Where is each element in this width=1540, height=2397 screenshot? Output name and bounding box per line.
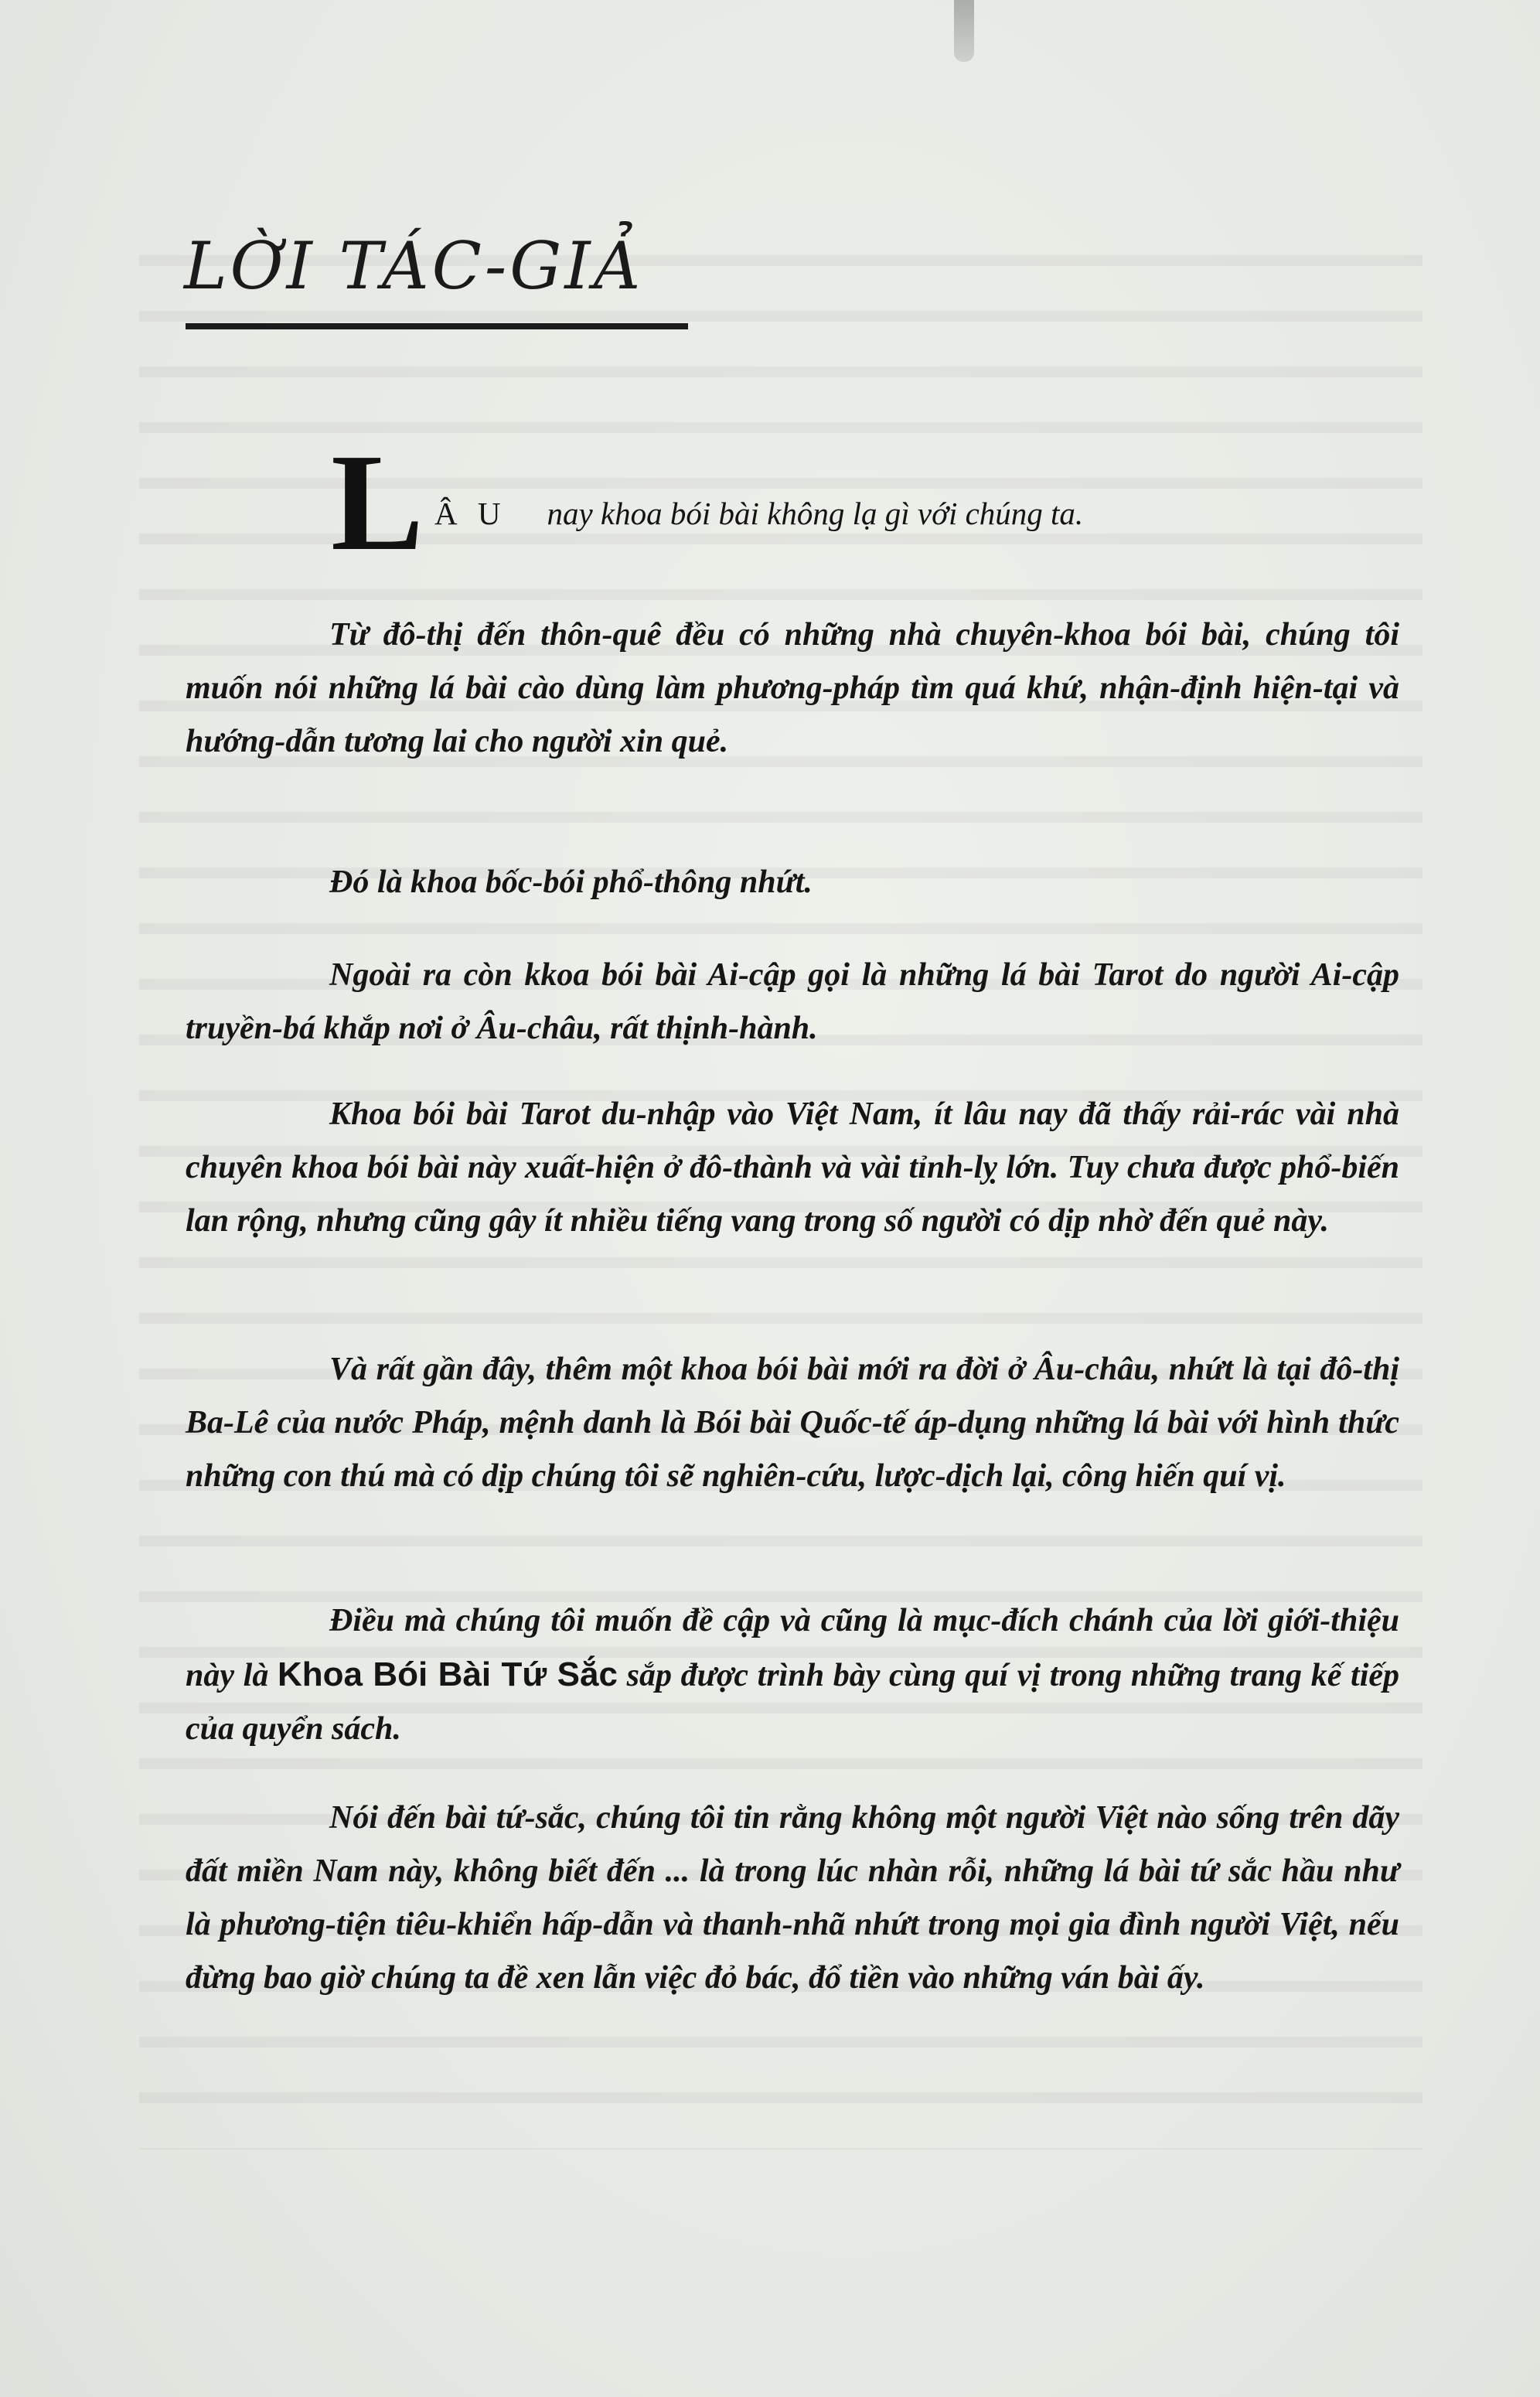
drop-cap: L [331,425,424,579]
paragraph-4: Khoa bói bài Tarot du-nhập vào Việt Nam, ít lâu nay đã thấy rải-rác vài nhà chuyên khoa bói bài này xuất-hiện ở đô-thành và vài tỉnh-lỵ lớn. Tuy chưa được phổ-biến lan rộng, nhưng cũng gây ít nhiều tiếng vang trong số người có dịp nhờ đến quẻ này. [186,1096,1399,1239]
first-line [434,495,1393,532]
paragraph-6-end: sắp được trình bày cùng quí vị trong những trang kế tiếp của quyển sách. [186,1658,1400,1747]
first-line-text: nay khoa bói bài không lạ gì với chúng ta. [547,496,1084,531]
paragraph-7: Nói đến bài tứ-sắc, chúng tôi tin rằng không một người Việt nào sống trên dãy đất miền Nam này, không biết đến ... là trong lúc nhàn rỗi, những lá bài tứ sắc hầu như là phương-tiện tiêu-khiển hấp-dẫn và thanh-nhã nhứt trong mọi gia đình người Việt, nếu đừng bao giờ chúng ta đề xen lẫn việc đỏ bác, đổ tiền vào những ván bài ấy. [186,1800,1399,1996]
paragraph-2: Đó là khoa bốc-bói phổ-thông nhứt. [329,864,813,900]
paragraph-3: Ngoài ra còn kkoa bói bài Ai-cập gọi là những lá bài Tarot do người Ai-cập truyền-bá khắp nơi ở Âu-châu, rất thịnh-hành. [186,957,1399,1046]
title-underline [186,323,688,329]
paragraph-1: Từ đô-thị đến thôn-quê đều có những nhà chuyên-khoa bói bài, chúng tôi muốn nói những lá bài cào dùng làm phương-pháp tìm quá khứ, nhận-định hiện-tại và hướng-dẫn tương lai cho người xin quẻ. [186,617,1399,759]
paragraph-5: Và rất gần đây, thêm một khoa bói bài mới ra đời ở Âu-châu, nhứt là tại đô-thị Ba-Lê của nước Pháp, mệnh danh là Bói bài Quốc-tế áp-dụng những lá bài với hình thức những con thú mà có dịp chúng tôi sẽ nghiên-cứu, lược-dịch lại, công hiến quí vị. [186,1352,1399,1494]
first-line-caps: Â U [434,496,507,531]
paragraph-6 [186,1594,1399,1756]
paragraph-6-start: Điều mà chúng tôi muốn đề cập và cũng là mục-đích chánh của lời giới-thiệu này là [186,1603,1399,1693]
page-corner-mark [954,0,974,62]
book-subject-emphasis: Khoa Bói Bài Tứ Sắc [278,1655,618,1693]
page-title: LỜI TÁC-GIẢ [184,228,644,304]
